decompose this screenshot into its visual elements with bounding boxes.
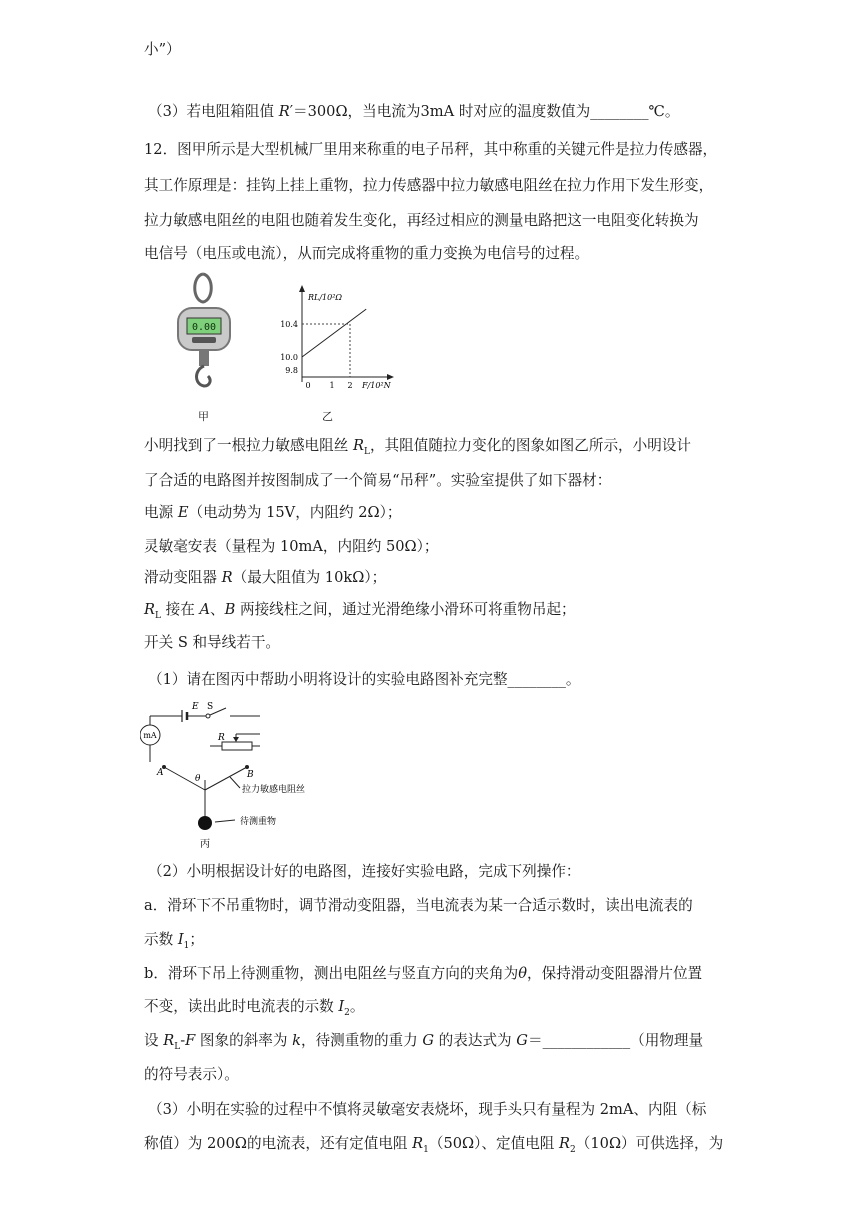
x-axis-label: F/10²N — [362, 381, 391, 390]
rl-f-graph — [272, 282, 402, 392]
question-12-line: 拉力敏感电阻丝的电阻也随着发生变化，再经过相应的测量电路把这一电阻变化转换为 — [144, 212, 699, 229]
question-12-part-2: （2）小明根据设计好的电路图，连接好实验电路，完成下列操作： — [148, 863, 581, 880]
question-12-line: 12．图甲所示是大型机械厂里用来称重的电子吊秤，其中称重的关键元件是拉力传感器， — [144, 141, 718, 158]
question-12-part-3: 称值）为 200Ω的电流表，还有定值电阻 $R_1(50\Omega)$、定值电阻 $R_2(10\Omega)$可供选择，为 — [144, 1135, 724, 1155]
equipment-wire: $R_L$ 接在 A、B 两接线柱之间，通过光滑绝缘小滑环可将重物吊起； — [144, 601, 576, 621]
step-a-line: 示数 $I_1$； — [144, 931, 204, 951]
crane-scale-figure — [170, 270, 240, 400]
label-b: B — [247, 770, 254, 780]
step-b-line: 不变，读出此时电流表的示数 $I_2$。 — [144, 998, 365, 1018]
equipment-rheostat: 滑动变阻器 R（最大阻值为 10kΩ）； — [144, 569, 387, 586]
x-tick-label: 0 — [305, 381, 311, 390]
step-a-line: a．滑环下不吊重物时，调节滑动变阻器，当电流表为某一合适示数时，读出电流表的 — [144, 897, 693, 914]
y-tick-label: 10.4 — [280, 320, 298, 329]
question-12-part-3: （3）小明在实验的过程中不慎将灵敏毫安表烧坏，现手头只有量程为 2mA、内阻（标 — [148, 1101, 707, 1118]
scale-display-readout: 0.00 — [191, 322, 217, 333]
y-tick-label: 10.0 — [280, 353, 298, 362]
text-line: 了合适的电路图并按图制成了一个简易“吊秤”。实验室提供了如下器材： — [144, 472, 612, 489]
rheostat-slider — [233, 737, 239, 742]
question-12-part-1: （1）请在图丙中帮助小明将设计的实验电路图补充完整________。 — [148, 671, 581, 688]
label-theta: θ — [195, 774, 201, 784]
step-b-line: b．滑环下吊上待测重物，测出电阻丝与竖直方向的夹角为θ，保持滑动变阻器滑片位置 — [144, 965, 703, 982]
y-tick-label: 9.8 — [285, 366, 298, 375]
equipment-power: 电源 E（电动势为 15V，内阻约 2Ω）； — [144, 504, 402, 521]
label-s: S — [207, 702, 214, 712]
equipment-switch: 开关 S 和导线若干。 — [144, 634, 281, 651]
text-line: 小”） — [144, 41, 181, 58]
label-r: R — [218, 733, 225, 743]
text-line: 小明找到了一根拉力敏感电阻丝 $R_L$，其阻值随拉力变化的图象如图乙所示，小明设计 — [144, 437, 692, 457]
weight-ball — [198, 816, 212, 830]
question-11-part-3: （3）若电阻箱阻值 R′＝300Ω，当电流为3mA 时对应的温度数值为________℃。 — [148, 103, 680, 120]
expression-question: 的符号表示）。 — [144, 1066, 239, 1083]
label-a: A — [157, 768, 164, 778]
expression-question: 设 $R_L-F$ 图象的斜率为 k，待测重物的重力 G 的表达式为 G＝____________（用物理量 — [144, 1032, 704, 1052]
label-e: E — [192, 702, 199, 712]
circuit-diagram — [140, 700, 360, 852]
rheostat-symbol — [222, 742, 252, 750]
question-12-line: 电信号（电压或电流），从而完成将重物的重力变换为电信号的过程。 — [144, 245, 590, 262]
sensor-wire-right — [205, 767, 247, 790]
x-tick-label: 2 — [347, 381, 353, 390]
label-weight: 待测重物 — [240, 817, 277, 827]
y-axis-label: RL/10²Ω — [308, 293, 343, 302]
equipment-ammeter: 灵敏毫安表（量程为 10mA，内阻约 50Ω）； — [144, 538, 439, 555]
fig-jia-caption: 甲 — [198, 410, 209, 423]
data-line — [302, 309, 366, 357]
label-ma: mA — [143, 731, 157, 740]
fig-bing-caption: 丙 — [200, 839, 210, 850]
fig-yi-caption: 乙 — [322, 410, 333, 423]
x-tick-label: 1 — [329, 381, 335, 390]
question-12-line: 其工作原理是：挂钩上挂上重物，拉力传感器中拉力敏感电阻丝在拉力作用下发生形变， — [144, 177, 714, 194]
label-sensor-wire: 拉力敏感电阻丝 — [242, 785, 306, 795]
